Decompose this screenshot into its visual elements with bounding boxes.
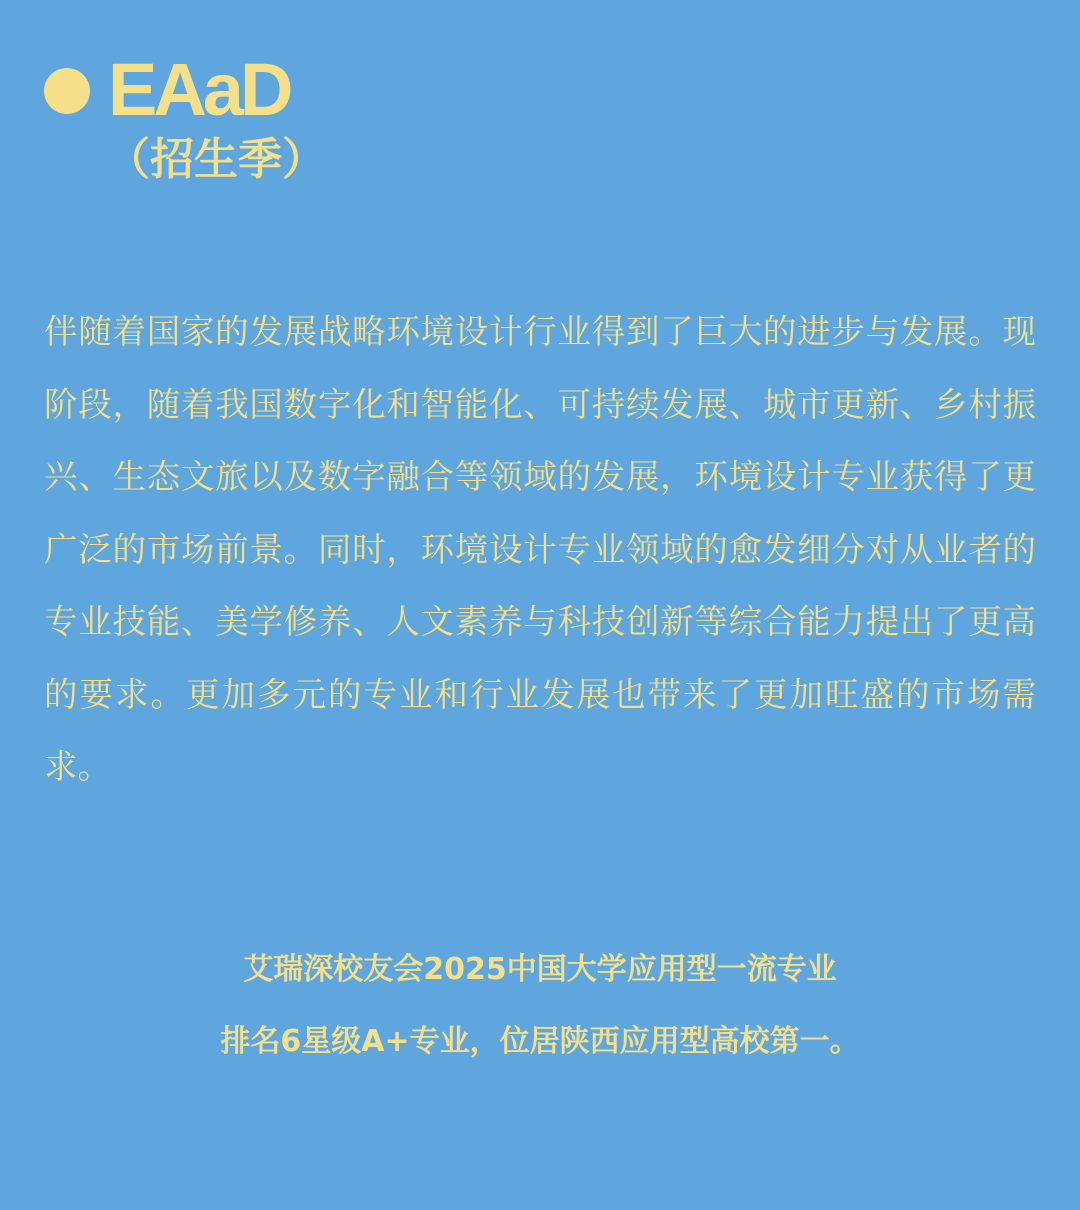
bullet-dot-icon [44, 68, 90, 114]
footer-line-2: 排名6星级A+专业，位居陕西应用型高校第一。 [220, 1024, 860, 1059]
page-subtitle: （招生季） [106, 134, 326, 185]
footer-line-1: 艾瑞深校友会2025中国大学应用型一流专业 [243, 952, 837, 987]
page-title: EAaD [108, 48, 290, 131]
body-paragraph: 伴随着国家的发展战略环境设计行业得到了巨大的进步与发展。现阶段，随着我国数字化和智能化、可持续发展、城市更新、乡村振兴、生态文旅以及数字融合等领域的发展，环境设计专业获得了更广泛的市场前景。同时，环境设计专业领域的愈发细分对从业者的专业技能、美学修养、人文素养与科技创新等综合能力提出了更高的要求。更加多元的专业和行业发展也带来了更加旺盛的市场需求。 [44, 312, 1036, 786]
